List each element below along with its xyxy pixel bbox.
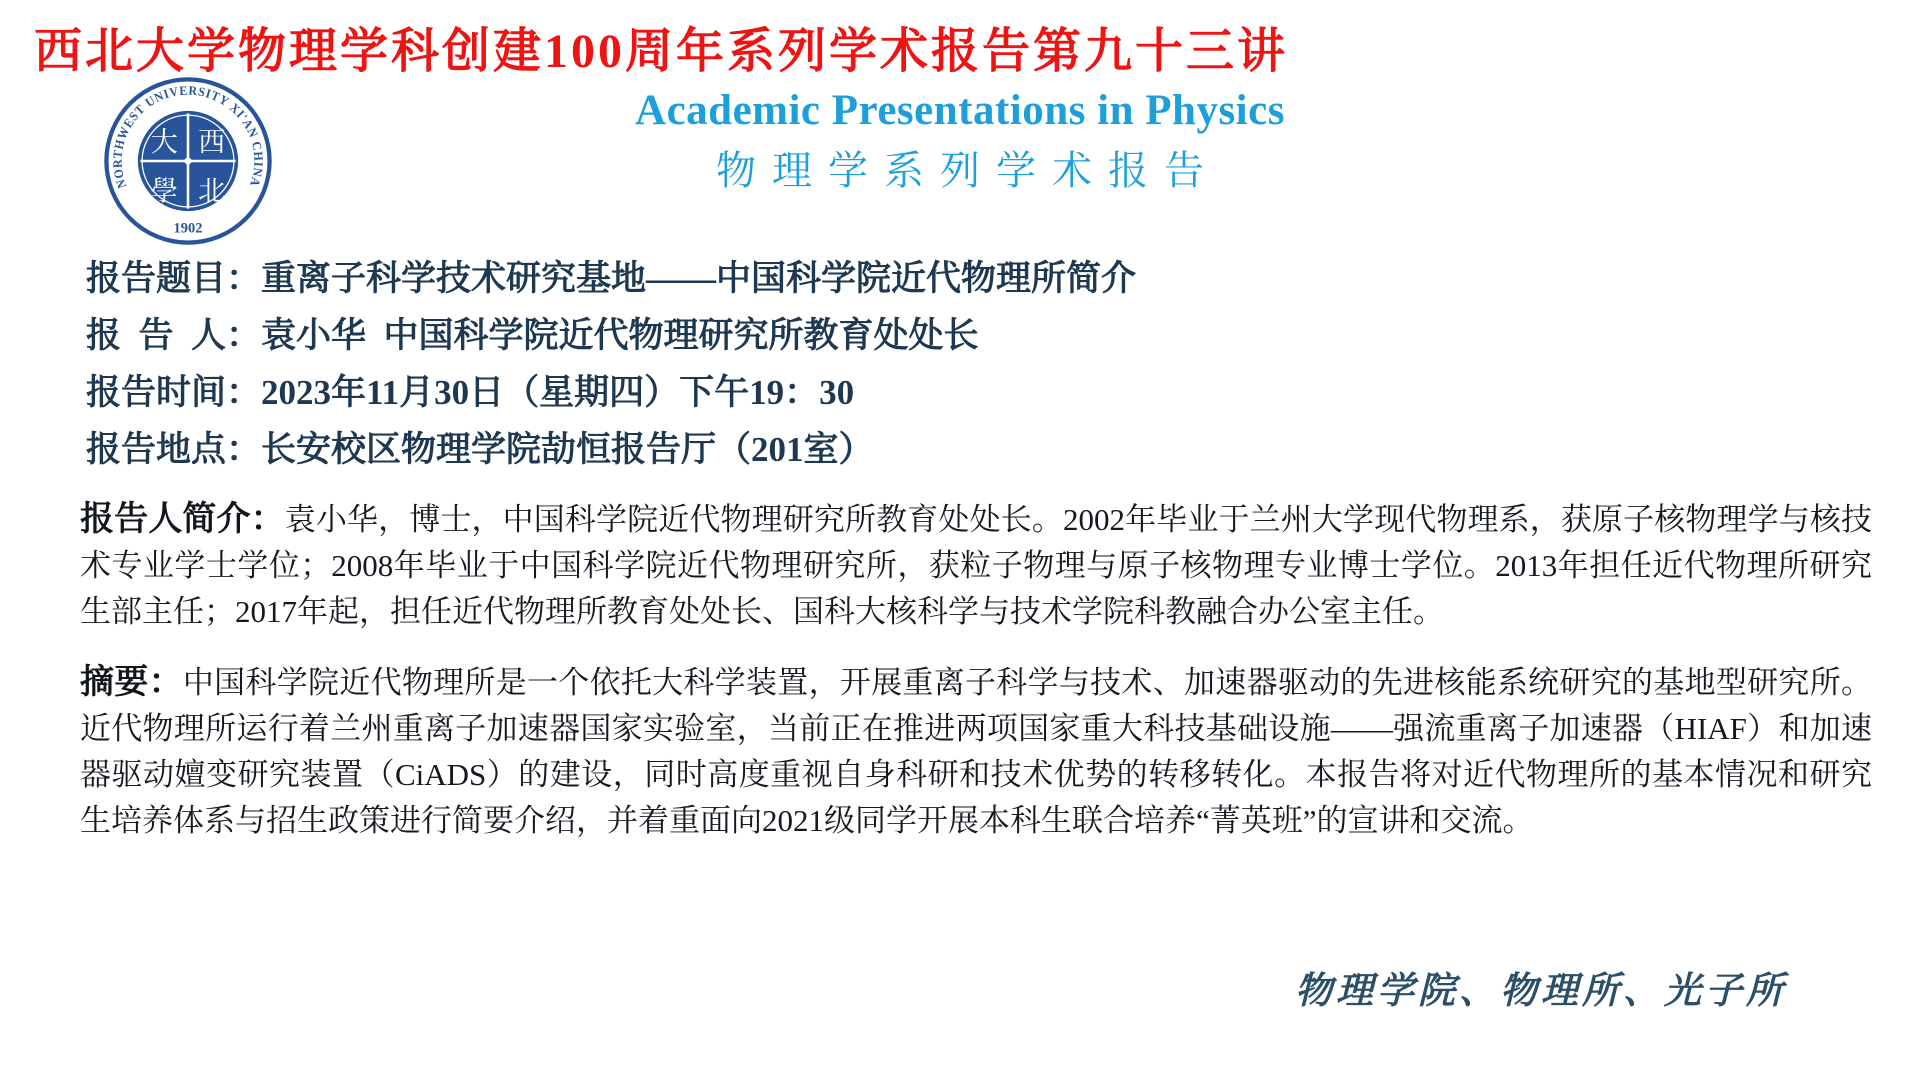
talk-details (86, 250, 1786, 478)
seal-char-bottom-right: 北 (198, 176, 226, 207)
talk-title-row (86, 250, 1786, 307)
title-block (0, 83, 1920, 196)
speaker-bio-label: 报告人简介： (80, 501, 285, 538)
speaker-value: 袁小华 中国科学院近代物理研究所教育处处长 (261, 316, 979, 355)
speaker-row (86, 307, 1786, 364)
abstract-text: 中国科学院近代物理所是一个依托大科学装置，开展重离子科学与技术、加速器驱动的先进核能系统研究的基地型研究所。近代物理所运行着兰州重离子加速器国家实验室，当前正在推进两项国家重大科技基础设施——强流重离子加速器（HIAF）和加速器驱动嬗变研究装置（CiADS）的建设，同时高度重视自身科研和技术优势的转移转化。本报告将对近代物理所的基本情况和研究生培养体系与招生政策进行简要介绍，并着重面向2021级同学开展本科生联合培养“菁英班”的宣讲和交流。 (80, 665, 1872, 838)
time-row (86, 364, 1786, 421)
seal-char-bottom-left: 學 (150, 176, 178, 207)
talk-title-value: 重离子科学技术研究基地——中国科学院近代物理所简介 (261, 259, 1137, 298)
speaker-label: 报 告 人： (86, 316, 262, 355)
seal-char-top-left: 大 (150, 126, 178, 157)
venue-label: 报告地点： (86, 430, 262, 469)
talk-title-label: 报告题目： (86, 259, 262, 298)
banner-title: 西北大学物理学科创建100周年系列学术报告第九十三讲 (34, 25, 1289, 78)
abstract-paragraph (80, 660, 1872, 844)
series-title-chinese: 物理学系列学术报告 (716, 148, 1220, 193)
time-label: 报告时间： (86, 373, 262, 412)
venue-value: 长安校区物理学院劼恒报告厅（201室） (261, 430, 874, 469)
seal-year: 1902 (173, 220, 203, 237)
venue-row (86, 421, 1786, 478)
series-title-english: Academic Presentations in Physics (635, 87, 1285, 134)
seal-ring-text: NORTHWEST UNIVERSITY XI'AN CHINA (110, 83, 266, 191)
time-value: 2023年11月30日（星期四）下午19：30 (261, 373, 855, 412)
speaker-bio-paragraph (80, 497, 1872, 635)
speaker-bio-text: 袁小华，博士，中国科学院近代物理研究所教育处处长。2002年毕业于兰州大学现代物理系，获原子核物理学与核技术专业学士学位；2008年毕业于中国科学院近代物理研究所，获粒子物理与原子核物理专业博士学位。2013年担任近代物理所研究生部主任；2017年起，担任近代物理所教育处处长、国科大核科学与技术学院科教融合办公室主任。 (80, 502, 1872, 629)
abstract-label: 摘要： (80, 664, 183, 701)
organizers-signature: 物理学院、物理所、光子所 (1295, 968, 1787, 1012)
seal-char-top-right: 西 (198, 126, 226, 157)
